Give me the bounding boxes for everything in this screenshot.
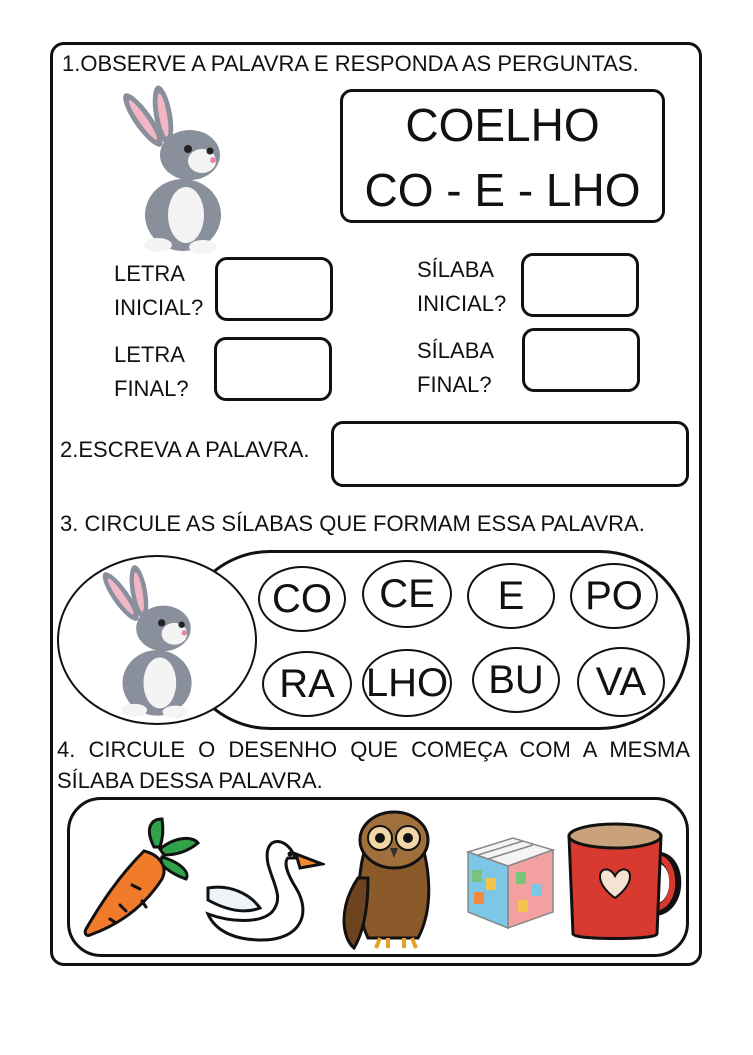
syllable-option-va[interactable]: VA [577, 647, 665, 717]
silaba-final-label-1: SÍLABA [417, 338, 495, 363]
syllable-option-bu[interactable]: BU [472, 647, 560, 713]
rubiks-cube-icon[interactable] [458, 832, 558, 932]
syllable-option-lho[interactable]: LHO [362, 649, 452, 717]
write-word-answer-box[interactable] [331, 421, 689, 487]
owl-icon[interactable] [338, 808, 448, 953]
letra-inicial-label-1: LETRA [114, 261, 185, 286]
silaba-final-answer-box[interactable] [522, 328, 640, 392]
syllable-option-co[interactable]: CO [258, 566, 346, 632]
syllable-option-po[interactable]: PO [570, 563, 658, 629]
q1-title: 1.OBSERVE A PALAVRA E RESPONDA AS PERGUNTAS. [62, 51, 639, 76]
carrot-icon[interactable] [82, 815, 202, 940]
silaba-inicial-label-1: SÍLABA [417, 257, 495, 282]
mug-icon[interactable] [563, 818, 683, 943]
silaba-final-label-2: FINAL? [417, 372, 492, 397]
swan-icon[interactable] [200, 828, 325, 946]
word-syllables: CO - E - LHO [364, 164, 641, 216]
silaba-inicial-label-2: INICIAL? [417, 291, 507, 316]
q3-title: 3. CIRCULE AS SÍLABAS QUE FORMAM ESSA PALAVRA. [60, 511, 645, 536]
rabbit-icon [118, 85, 228, 255]
letra-inicial-answer-box[interactable] [215, 257, 333, 321]
rabbit-icon [98, 563, 198, 721]
letra-final-label-1: LETRA [114, 342, 185, 367]
q4-title-line1: 4. CIRCULE O DESENHO QUE COMEÇA COM A MESMA [57, 737, 690, 762]
letra-inicial-label-2: INICIAL? [114, 295, 204, 320]
syllable-option-e[interactable]: E [467, 563, 555, 629]
q2-title: 2.ESCREVA A PALAVRA. [60, 437, 310, 462]
q4-title-line2: SÍLABA DESSA PALAVRA. [57, 768, 323, 793]
silaba-inicial-answer-box[interactable] [521, 253, 639, 317]
word-title: COELHO [405, 99, 600, 151]
syllable-option-ce[interactable]: CE [362, 560, 452, 628]
letra-final-answer-box[interactable] [214, 337, 332, 401]
letra-final-label-2: FINAL? [114, 376, 189, 401]
syllable-option-ra[interactable]: RA [262, 651, 352, 717]
